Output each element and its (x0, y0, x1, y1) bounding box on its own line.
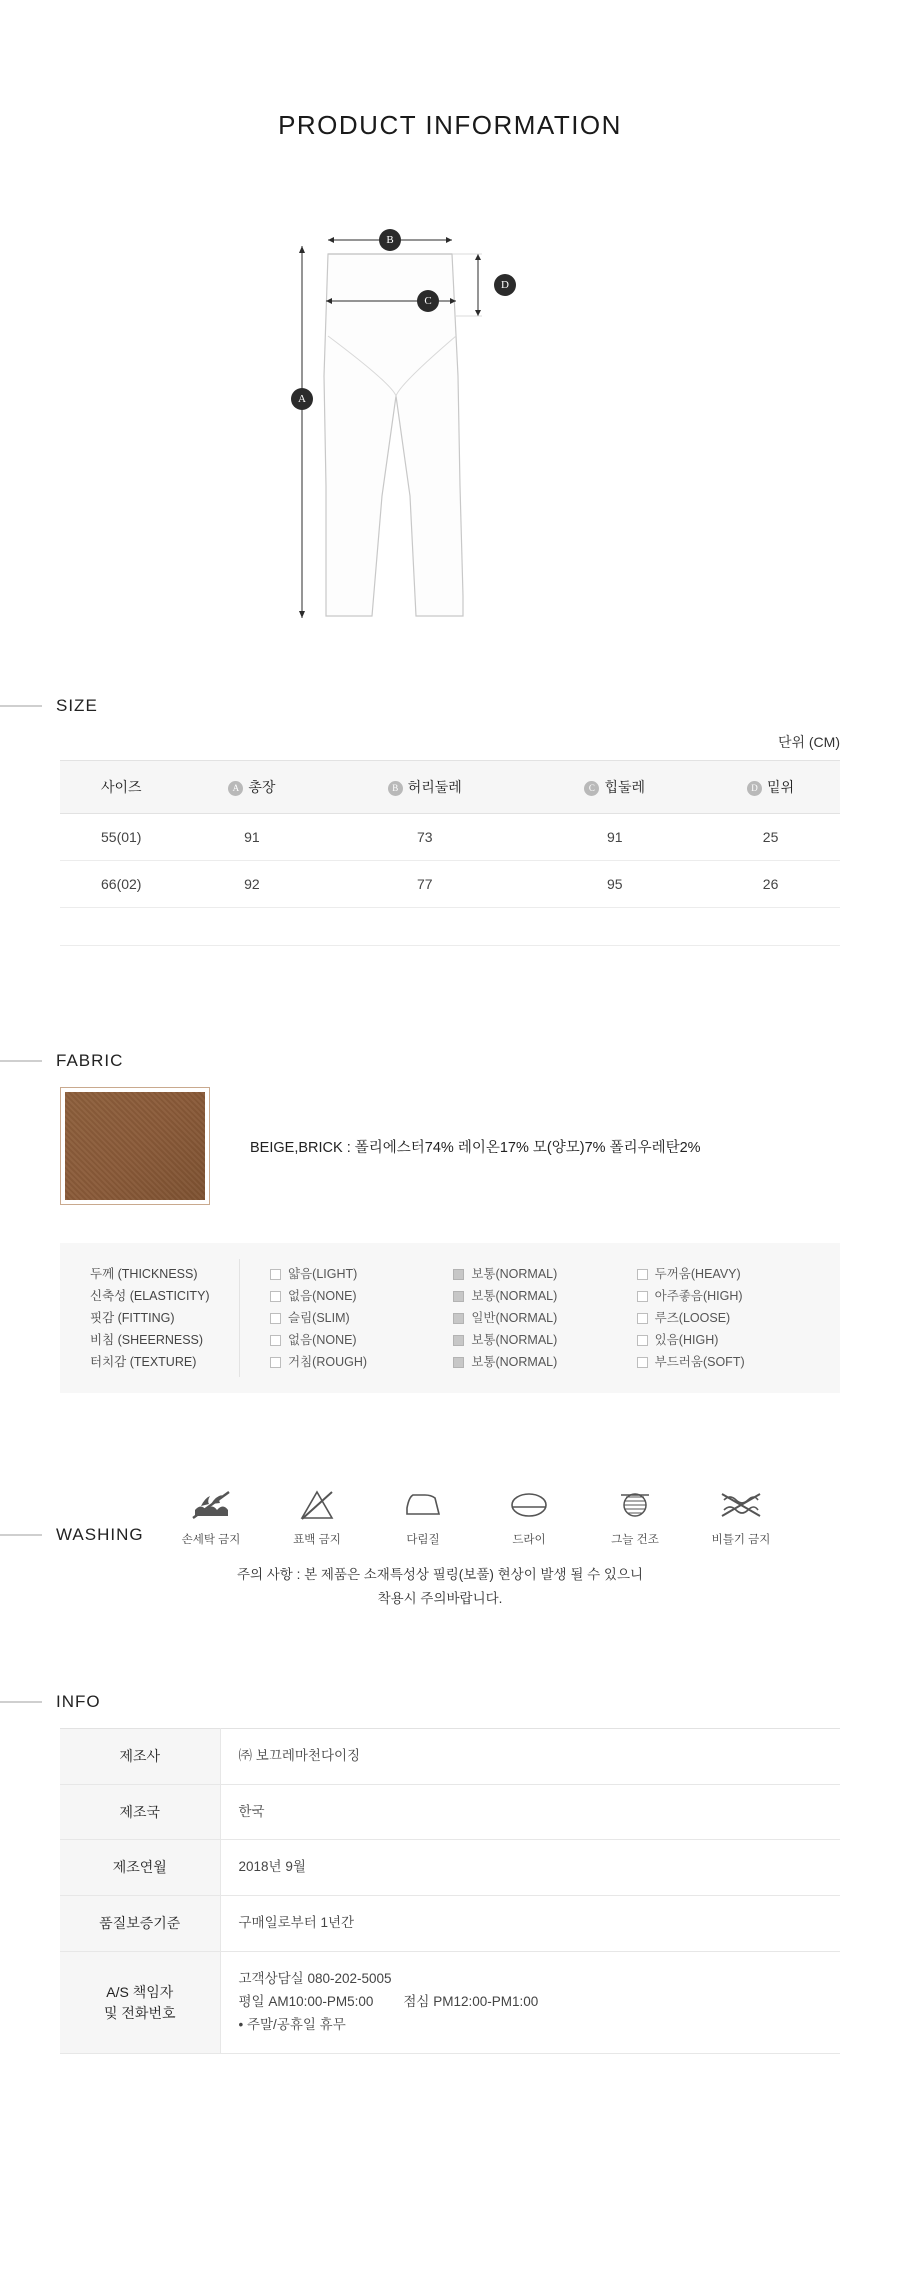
info-value-date: 2018년 9월 (220, 1840, 840, 1896)
cell-rise: 26 (701, 861, 840, 908)
option-sheerness-none: 없음(NONE) (270, 1329, 453, 1351)
size-col-length: A 총장 (182, 761, 321, 814)
shade-dry-icon (596, 1483, 674, 1527)
cell-waist: 73 (321, 814, 528, 861)
fabric-swatch (60, 1087, 210, 1205)
section-rule (0, 1701, 42, 1703)
option-texture-rough: 거침(ROUGH) (270, 1351, 453, 1373)
cell-size: 55(01) (60, 814, 182, 861)
option-elasticity-high: 아주좋음(HIGH) (637, 1285, 820, 1307)
size-unit-note: 단위 (CM) (777, 734, 840, 750)
table-row (60, 1728, 840, 1784)
fabric-section-title: FABRIC (56, 1051, 124, 1070)
option-thickness-normal: 보통(NORMAL) (453, 1263, 636, 1285)
cell-hip: 95 (528, 861, 701, 908)
wash-caption: 손세탁 금지 (181, 1534, 241, 1546)
checkbox-icon (270, 1335, 281, 1346)
checkbox-icon (453, 1357, 464, 1368)
table-row (60, 861, 840, 908)
diagram-marker-a: A (291, 388, 313, 410)
checkbox-icon (637, 1335, 648, 1346)
washing-section-title: WASHING (56, 1525, 144, 1544)
option-sheerness-normal: 보통(NORMAL) (453, 1329, 636, 1351)
option-elasticity-none: 없음(NONE) (270, 1285, 453, 1307)
table-row (60, 1784, 840, 1840)
info-value-country: 한국 (220, 1784, 840, 1840)
info-label-manufacturer: 제조사 (60, 1728, 220, 1784)
option-sheerness-high: 있음(HIGH) (637, 1329, 820, 1351)
wash-caption: 그늘 건조 (611, 1534, 659, 1546)
size-table-footer-rule (60, 908, 840, 946)
info-label-warranty: 품질보증기준 (60, 1896, 220, 1952)
checkbox-icon (270, 1357, 281, 1368)
property-label-fitting: 핏감 (FITTING) (90, 1311, 175, 1325)
info-label-as (60, 1952, 220, 2054)
checkbox-icon (637, 1313, 648, 1324)
size-section-title: SIZE (56, 696, 98, 715)
washing-section-header (56, 1483, 172, 1545)
option-texture-normal: 보통(NORMAL) (453, 1351, 636, 1373)
fabric-composition-text: BEIGE,BRICK : 폴리에스터74% 레이온17% 모(양모)7% 폴리우레탄2% (250, 1139, 701, 1156)
size-col-hip: C 힙둘레 (528, 761, 701, 814)
washing-note (60, 1563, 840, 1612)
fabric-swatch-color (65, 1092, 205, 1200)
cell-length: 91 (182, 814, 321, 861)
option-thickness-light: 얇음(LIGHT) (270, 1263, 453, 1285)
table-row (60, 814, 840, 861)
iron-icon (384, 1483, 462, 1527)
option-elasticity-normal: 보통(NORMAL) (453, 1285, 636, 1307)
wash-item-hand-wash-prohibited (172, 1483, 250, 1547)
cell-rise: 25 (701, 814, 840, 861)
size-section (0, 696, 900, 946)
checkbox-icon (453, 1335, 464, 1346)
col-badge-b: B (388, 781, 403, 796)
tumble-dry-icon (490, 1483, 568, 1527)
info-value-as (220, 1952, 840, 2054)
cell-waist: 77 (321, 861, 528, 908)
property-label-elasticity: 신축성 (ELASTICITY) (90, 1289, 210, 1303)
info-label-country: 제조국 (60, 1784, 220, 1840)
wash-caption: 표백 금지 (293, 1534, 341, 1546)
info-value-manufacturer: ㈜ 보끄레마천다이징 (220, 1728, 840, 1784)
checkbox-icon (453, 1313, 464, 1324)
option-fitting-slim: 슬림(SLIM) (270, 1307, 453, 1329)
size-section-header (56, 696, 840, 716)
info-label-as-line1: A/S 책임자 (106, 1983, 174, 2000)
wash-caption: 드라이 (512, 1534, 546, 1546)
info-label-date: 제조연월 (60, 1840, 220, 1896)
info-section-title: INFO (56, 1691, 101, 1711)
section-rule (0, 1060, 42, 1062)
wash-item-dry (490, 1483, 568, 1547)
size-col-rise: D 밑위 (701, 761, 840, 814)
section-rule (0, 705, 42, 707)
option-thickness-heavy: 두꺼움(HEAVY) (637, 1263, 820, 1285)
diagram-marker-b: B (379, 229, 401, 251)
cell-size: 66(02) (60, 861, 182, 908)
checkbox-icon (270, 1269, 281, 1280)
info-section (0, 1692, 900, 2145)
checkbox-icon (637, 1357, 648, 1368)
as-holiday-note: • 주말/공휴일 휴무 (238, 2017, 346, 2033)
fabric-section (0, 1051, 900, 1393)
as-weekday-hours: 평일 AM10:00-PM5:00 (238, 1994, 374, 2010)
washing-note-line1: 주의 사항 : 본 제품은 소재특성상 필링(보풀) 현상이 발생 될 수 있으니 (236, 1567, 644, 1582)
wash-caption: 비틀기 금지 (711, 1534, 771, 1546)
wash-item-no-wring (702, 1483, 780, 1547)
cell-length: 92 (182, 861, 321, 908)
fabric-section-header (56, 1051, 840, 1071)
info-table (60, 1728, 840, 2055)
option-texture-soft: 부드러움(SOFT) (637, 1351, 820, 1373)
table-row (60, 1952, 840, 2054)
wash-caption: 다림질 (406, 1534, 440, 1546)
table-row (60, 1896, 840, 1952)
as-lunch-hours: 점심 PM12:00-PM1:00 (403, 1994, 539, 2010)
fabric-property-labels (60, 1259, 240, 1377)
fabric-property-table (60, 1243, 840, 1393)
size-col-size: 사이즈 (60, 761, 182, 814)
option-fitting-normal: 일반(NORMAL) (453, 1307, 636, 1329)
diagram-marker-d: D (494, 274, 516, 296)
col-badge-d: D (747, 781, 762, 796)
table-row (60, 1840, 840, 1896)
wash-item-bleach-prohibited (278, 1483, 356, 1547)
washing-note-line2: 착용시 주의바랍니다. (377, 1591, 503, 1607)
checkbox-icon (270, 1291, 281, 1302)
hand-wash-prohibited-icon (172, 1483, 250, 1527)
measurement-diagram (0, 196, 900, 666)
bleach-prohibited-icon (278, 1483, 356, 1527)
wash-item-iron (384, 1483, 462, 1547)
washing-section (0, 1483, 900, 1612)
option-fitting-loose: 루즈(LOOSE) (637, 1307, 820, 1329)
diagram-marker-c: C (417, 290, 439, 312)
col-badge-c: C (584, 781, 599, 796)
checkbox-icon (453, 1291, 464, 1302)
pants-outline-svg (220, 196, 680, 666)
checkbox-icon (453, 1269, 464, 1280)
as-contact-line: 고객상담실 080-202-5005 (238, 1971, 392, 1987)
property-label-thickness: 두께 (THICKNESS) (90, 1267, 198, 1281)
size-table-header-row (60, 761, 840, 814)
size-table (60, 760, 840, 908)
info-value-warranty: 구매일로부터 1년간 (220, 1896, 840, 1952)
checkbox-icon (270, 1313, 281, 1324)
checkbox-icon (637, 1291, 648, 1302)
checkbox-icon (637, 1269, 648, 1280)
page-title: PRODUCT INFORMATION (278, 110, 622, 140)
cell-hip: 91 (528, 814, 701, 861)
info-section-header (56, 1691, 840, 1712)
property-label-sheerness: 비침 (SHEERNESS) (90, 1333, 204, 1347)
section-rule (0, 1534, 42, 1536)
wash-item-shade-dry (596, 1483, 674, 1547)
no-wring-icon (702, 1483, 780, 1527)
washing-icon-list (172, 1483, 840, 1547)
fabric-property-options (240, 1259, 840, 1377)
info-label-as-line2: 및 전화번호 (103, 2004, 176, 2021)
col-badge-a: A (228, 781, 243, 796)
size-col-waist: B 허리둘레 (321, 761, 528, 814)
property-label-texture: 터치감 (TEXTURE) (90, 1355, 197, 1369)
